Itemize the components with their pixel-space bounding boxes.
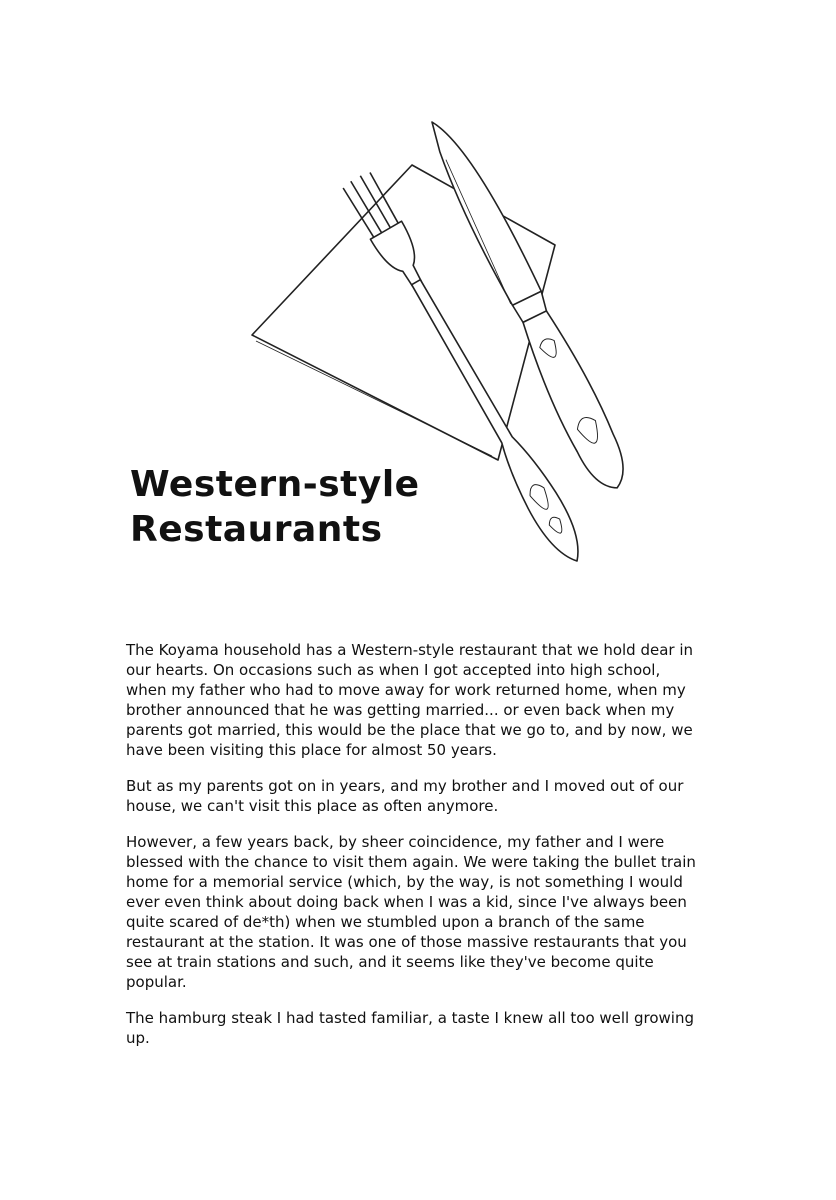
- knife-illustration: [419, 110, 637, 497]
- article-body: [126, 640, 701, 1064]
- paragraph: The hamburg steak I had tasted familiar, a taste I knew all too well growing up.: [126, 1009, 694, 1047]
- title-line-2: Restaurants: [130, 509, 383, 550]
- title-line-1: Western-style: [130, 464, 420, 505]
- napkin-illustration: [252, 165, 555, 460]
- paragraph: But as my parents got on in years, and my brother and I moved out of our house, we can't visit this place as often anymore.: [126, 777, 684, 815]
- paragraph: However, a few years back, by sheer coincidence, my father and I were blessed with the chance to visit them again. We were taking the bullet train home for a memorial service (which, by the way, is not something I would ever even think about doing back when I was a kid, since I've always been quite scared of de*th) when we stumbled upon a branch of the same restaurant at the station. It was one of those massive restaurants that you see at train stations and such, and it seems like they've become quite popular.: [126, 833, 696, 991]
- page-title: [130, 462, 420, 552]
- paragraph: The Koyama household has a Western-style restaurant that we hold dear in our hearts. On occasions such as when I got accepted into high school, when my father who had to move away for work returned home, when my brother announced that he was getting married... or even back when my parents got married, this would be the place that we go to, and by now, we have been visiting this place for almost 50 years.: [126, 641, 694, 759]
